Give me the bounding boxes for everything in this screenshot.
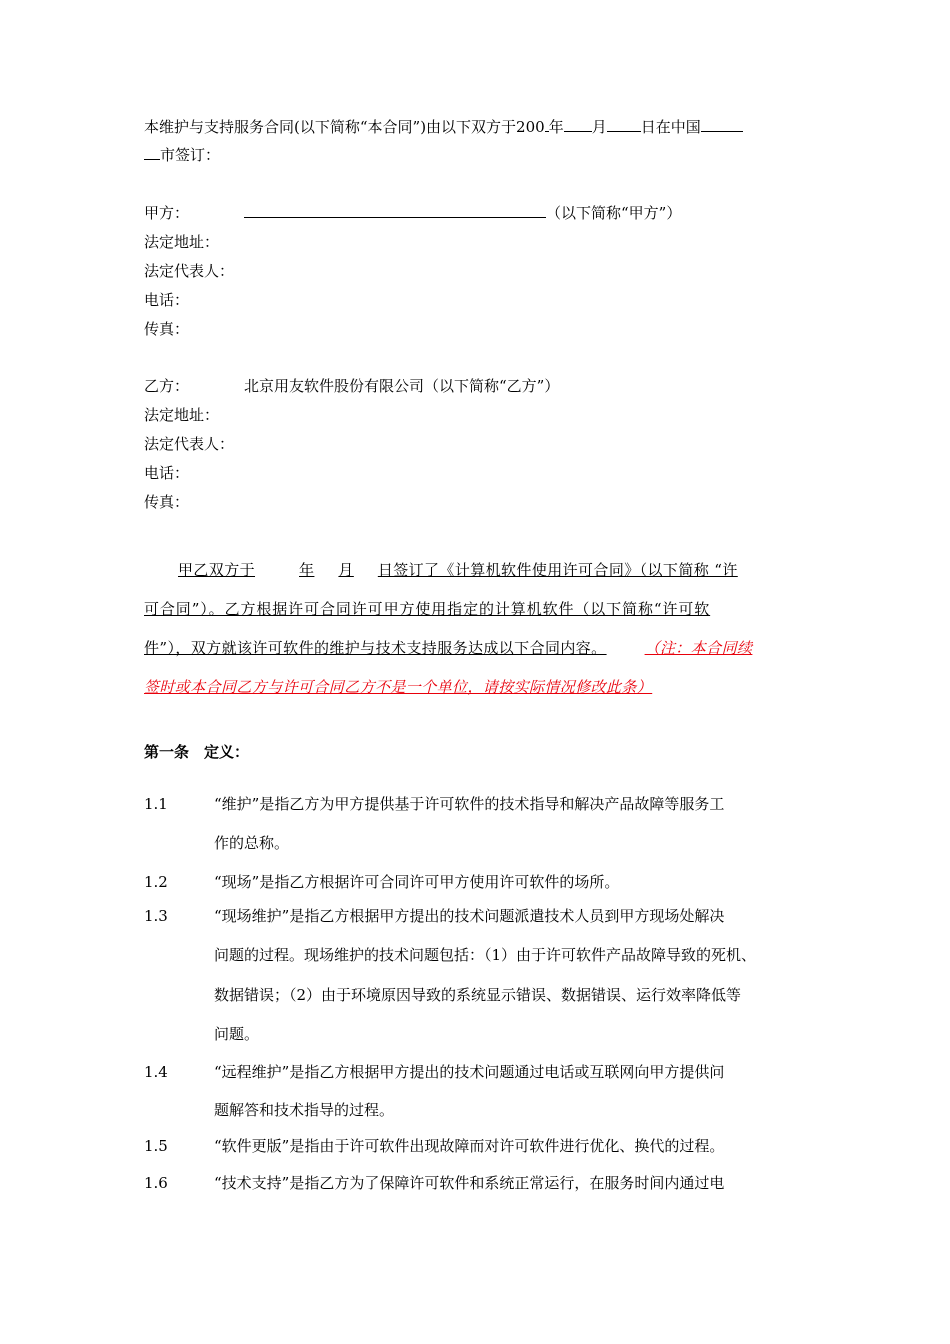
preamble-month: 月 [338,561,354,579]
item-num-1-4: 1.4 [144,1063,168,1081]
item-num-1-2: 1.2 [144,873,168,891]
item-1-5-line-1: “软件更版”是指由于许可软件出现故障而对许可软件进行优化、换代的过程。 [214,1137,725,1155]
party-b-label: 乙方： [144,377,190,395]
preamble-text-d: 日签订了《计算机软件使用许可合同》（以下简称 “许 [377,561,738,579]
item-1-1-line-1: “维护”是指乙方为甲方提供基于许可软件的技术指导和解决产品故障等服务工 [214,795,725,813]
intro-line-2 [144,145,220,165]
item-1-6-line-1: “技术支持”是指乙方为了保障许可软件和系统正常运行，在服务时间内通过电 [214,1174,725,1192]
preamble-note-2: 签时或本合同乙方与许可合同乙方不是一个单位，请按实际情况修改此条） [144,678,653,696]
item-1-4-line-1: “远程维护”是指乙方根据甲方提出的技术问题通过电话或互联网向甲方提供问 [214,1063,725,1081]
party-a-name-blank [244,203,546,218]
blank-day [607,117,641,132]
intro-signed: 市签订： [160,146,221,164]
item-1-4-line-2: 题解答和技术指导的过程。 [214,1101,395,1119]
party-a-suffix: （以下简称“甲方”） [546,204,682,222]
intro-line-1 [144,117,743,137]
party-a-address-label: 法定地址： [144,233,220,251]
preamble-note-1: （注：本合同续 [644,639,753,657]
preamble-year: 年 [299,561,315,579]
item-1-3-line-3: 数据错误；（2）由于环境原因导致的系统显示错误、数据错误、运行效率降低等 [214,986,742,1004]
preamble-line-1 [178,560,738,580]
preamble-text-3: 件”），双方就该许可软件的维护与技术支持服务达成以下合同内容。 [144,639,607,657]
item-1-3-line-4: 问题。 [214,1025,260,1043]
item-1-1-line-2: 作的总称。 [214,834,290,852]
party-a-line [244,203,681,223]
item-num-1-5: 1.5 [144,1137,168,1155]
preamble-line-3 [144,638,752,658]
item-1-2-line-1: “现场”是指乙方根据许可合同许可甲方使用许可软件的场所。 [214,873,620,891]
party-a-phone-label: 电话： [144,291,190,309]
intro-year: 年 [548,118,564,136]
blank-month [564,117,592,132]
intro-text: 本维护与支持服务合同(以下简称“本合同”)由以下双方于200 [144,118,545,136]
blank-city [701,117,743,132]
party-b-rep-label: 法定代表人： [144,435,235,453]
item-1-3-line-1: “现场维护”是指乙方根据甲方提出的技术问题派遣技术人员到甲方现场处解决 [214,907,725,925]
intro-month: 月 [591,118,607,136]
party-a-rep-label: 法定代表人： [144,262,235,280]
article-1-title: 第一条 定义： [144,743,250,761]
item-num-1-3: 1.3 [144,907,168,925]
item-1-3-line-2: 问题的过程。现场维护的技术问题包括：（1）由于许可软件产品故障导致的死机、 [214,946,757,964]
party-b-phone-label: 电话： [144,464,190,482]
preamble-line-2: 可合同”）。乙方根据许可合同许可甲方使用指定的计算机软件（以下简称“许可软 [144,600,711,618]
intro-place: 日在中国 [640,118,701,136]
party-b-fax-label: 传真： [144,493,190,511]
item-num-1-6: 1.6 [144,1174,168,1192]
party-b-address-label: 法定地址： [144,406,220,424]
preamble-text-a: 甲乙双方于 [178,561,256,579]
party-a-label: 甲方： [144,204,190,222]
party-a-fax-label: 传真： [144,320,190,338]
item-num-1-1: 1.1 [144,795,168,813]
party-b-name: 北京用友软件股份有限公司（以下简称“乙方”） [244,377,560,395]
blank-city-cont [144,145,160,160]
